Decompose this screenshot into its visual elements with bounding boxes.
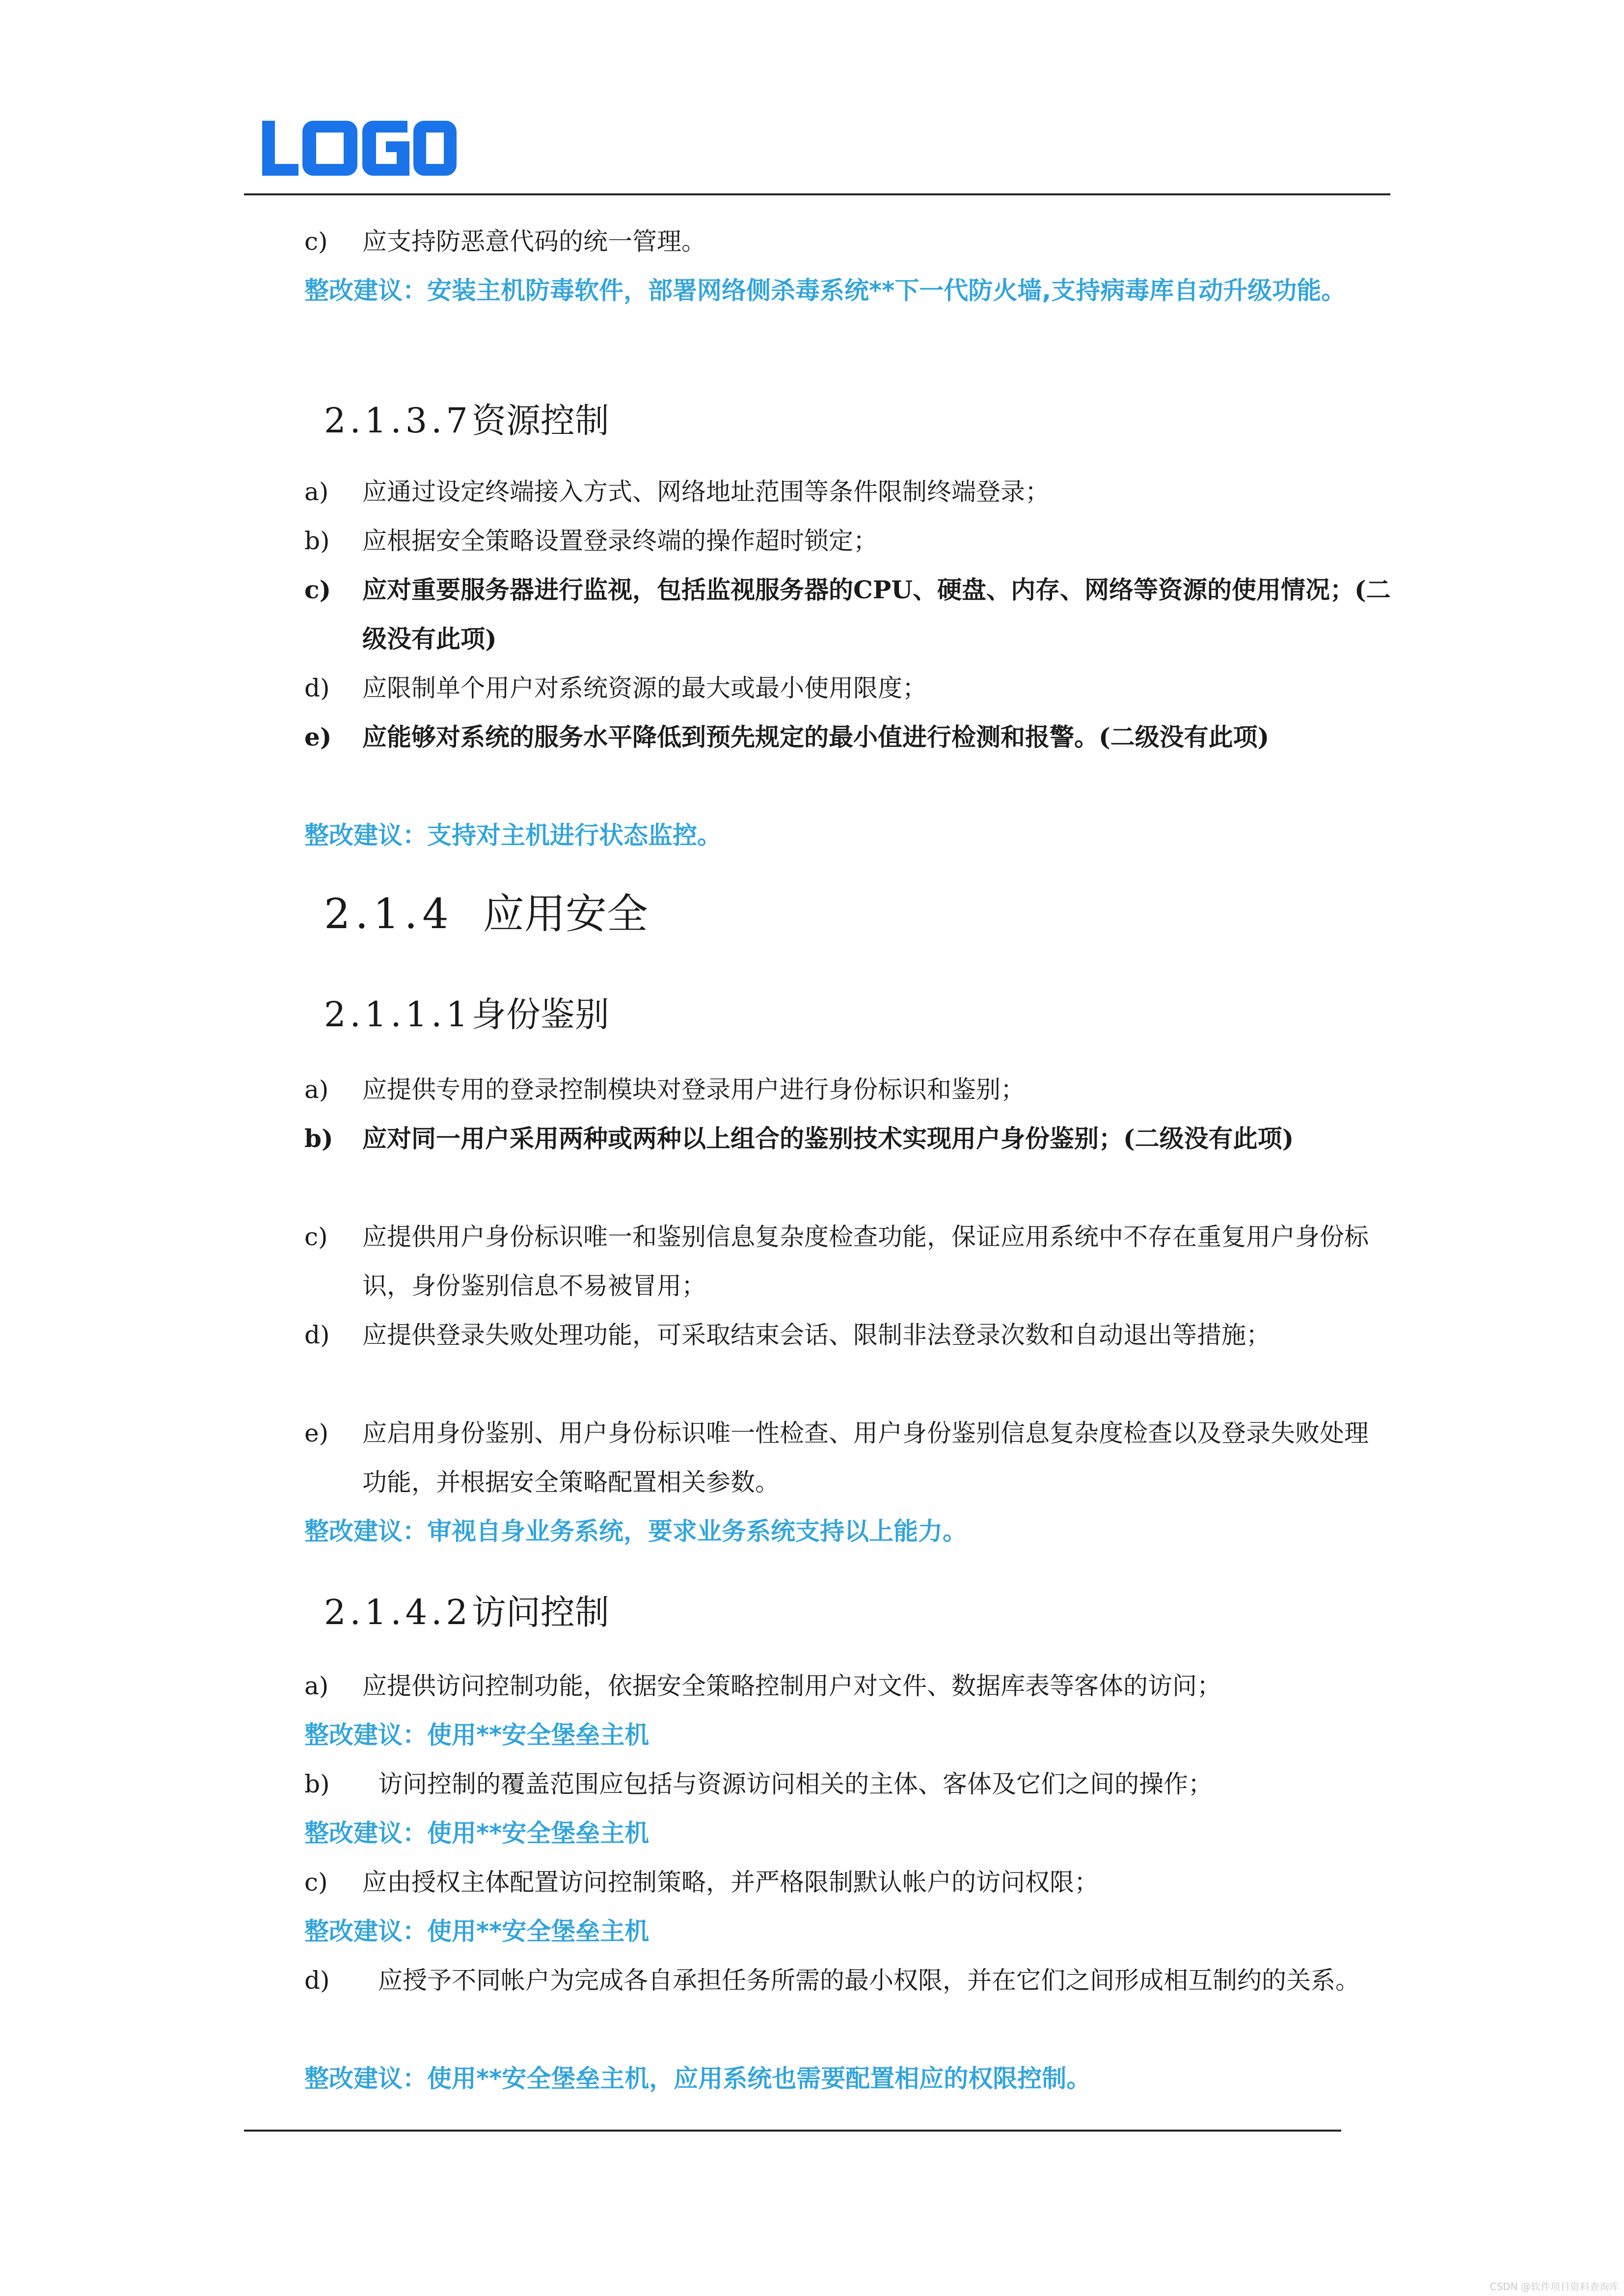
list-marker: c) bbox=[304, 575, 331, 604]
rectification-suggestion: 整改建议：使用**安全堡垒主机 bbox=[304, 1721, 650, 1749]
section-heading bbox=[324, 399, 609, 443]
list-item bbox=[304, 1858, 1392, 1907]
section-number: 2.1.3.7 bbox=[324, 400, 472, 441]
header-divider bbox=[244, 193, 1390, 195]
list-marker: b) bbox=[304, 527, 330, 555]
list-item bbox=[304, 1310, 1392, 1360]
list-item bbox=[304, 1956, 1375, 2005]
list-text: 访问控制的覆盖范围应包括与资源访问相关的主体、客体及它们之间的操作； bbox=[378, 1770, 1213, 1798]
section-number: 2.1.4 bbox=[324, 890, 454, 938]
list-item bbox=[304, 1065, 1392, 1114]
section-title: 应用安全 bbox=[483, 890, 648, 938]
watermark: CSDN @软件项目资料查询库 bbox=[1489, 2281, 1619, 2293]
section-heading bbox=[324, 889, 648, 938]
list-item bbox=[304, 664, 1392, 713]
rectification-suggestion: 整改建议：使用**安全堡垒主机 bbox=[304, 1917, 650, 1946]
rectification-suggestion: 整改建议：支持对主机进行状态监控。 bbox=[304, 821, 722, 850]
list-item bbox=[304, 516, 1392, 565]
list-marker: d) bbox=[304, 1321, 330, 1349]
list-text: 应对重要服务器进行监视，包括监视服务器的CPU、硬盘、内存、网络等资源的使用情况；(二级没有此项) bbox=[362, 575, 1391, 653]
list-item bbox=[304, 713, 1392, 762]
list-item bbox=[304, 1661, 1392, 1710]
section-heading bbox=[324, 1590, 609, 1634]
list-text: 应能够对系统的服务水平降低到预先规定的最小值进行检测和报警。(二级没有此项) bbox=[362, 722, 1270, 751]
logo bbox=[260, 117, 457, 181]
section-title: 资源控制 bbox=[471, 400, 609, 441]
list-item bbox=[304, 565, 1392, 664]
list-marker: a) bbox=[304, 1672, 329, 1700]
list-text: 应提供用户身份标识唯一和鉴别信息复杂度检查功能，保证应用系统中不存在重复用户身份标识，身份鉴别信息不易被冒用； bbox=[362, 1223, 1369, 1300]
rectification-suggestion: 整改建议：使用**安全堡垒主机，应用系统也需要配置相应的权限控制。 bbox=[304, 2064, 1091, 2093]
list-marker: e) bbox=[304, 722, 332, 751]
list-marker: d) bbox=[304, 674, 330, 702]
list-item bbox=[304, 1212, 1392, 1310]
list-item bbox=[304, 1114, 1392, 1163]
list-text: 应授予不同帐户为完成各自承担任务所需的最小权限，并在它们之间形成相互制约的关系。 bbox=[378, 1966, 1360, 1995]
section-number: 2.1.4.2 bbox=[324, 1592, 472, 1632]
footer-divider bbox=[244, 2130, 1341, 2132]
rectification-suggestion: 整改建议：使用**安全堡垒主机 bbox=[304, 1819, 650, 1847]
list-marker: c) bbox=[304, 1223, 328, 1251]
list-marker: d) bbox=[304, 1966, 330, 1995]
section-number: 2.1.1.1 bbox=[324, 994, 472, 1035]
section-title: 访问控制 bbox=[471, 1592, 609, 1632]
list-marker: e) bbox=[304, 1419, 329, 1447]
list-text: 应通过设定终端接入方式、网络地址范围等条件限制终端登录； bbox=[362, 478, 1050, 506]
list-text: 应提供登录失败处理功能，可采取结束会话、限制非法登录次数和自动退出等措施； bbox=[362, 1321, 1271, 1349]
list-text: 应对同一用户采用两种或两种以上组合的鉴别技术实现用户身份鉴别；(二级没有此项) bbox=[362, 1124, 1294, 1153]
list-text: 应由授权主体配置访问控制策略，并严格限制默认帐户的访问权限； bbox=[362, 1868, 1099, 1896]
list-marker: b) bbox=[304, 1124, 333, 1153]
section-title: 身份鉴别 bbox=[471, 994, 609, 1035]
list-text: 应提供专用的登录控制模块对登录用户进行身份标识和鉴别； bbox=[362, 1075, 1025, 1104]
list-item bbox=[304, 217, 1392, 266]
section-heading bbox=[324, 992, 609, 1037]
list-marker: c) bbox=[304, 1868, 328, 1896]
list-text: 应限制单个用户对系统资源的最大或最小使用限度； bbox=[362, 674, 927, 702]
list-marker: a) bbox=[304, 478, 329, 506]
list-item bbox=[304, 1409, 1392, 1507]
list-text: 应提供访问控制功能，依据安全策略控制用户对文件、数据库表等客体的访问； bbox=[362, 1672, 1221, 1700]
list-text: 应根据安全策略设置登录终端的操作超时锁定； bbox=[362, 527, 878, 555]
list-marker: c) bbox=[304, 227, 328, 256]
list-text: 应启用身份鉴别、用户身份标识唯一性检查、用户身份鉴别信息复杂度检查以及登录失败处理功能，并根据安全策略配置相关参数。 bbox=[362, 1419, 1369, 1496]
list-item bbox=[304, 1760, 1375, 1809]
list-text: 应支持防恶意代码的统一管理。 bbox=[362, 227, 706, 256]
list-marker: b) bbox=[304, 1770, 330, 1798]
list-marker: a) bbox=[304, 1075, 329, 1104]
rectification-suggestion: 整改建议：安装主机防毒软件，部署网络侧杀毒系统**下一代防火墙,支持病毒库自动升级功能。 bbox=[304, 276, 1346, 305]
list-item bbox=[304, 467, 1392, 516]
rectification-suggestion: 整改建议：审视自身业务系统，要求业务系统支持以上能力。 bbox=[304, 1517, 967, 1546]
